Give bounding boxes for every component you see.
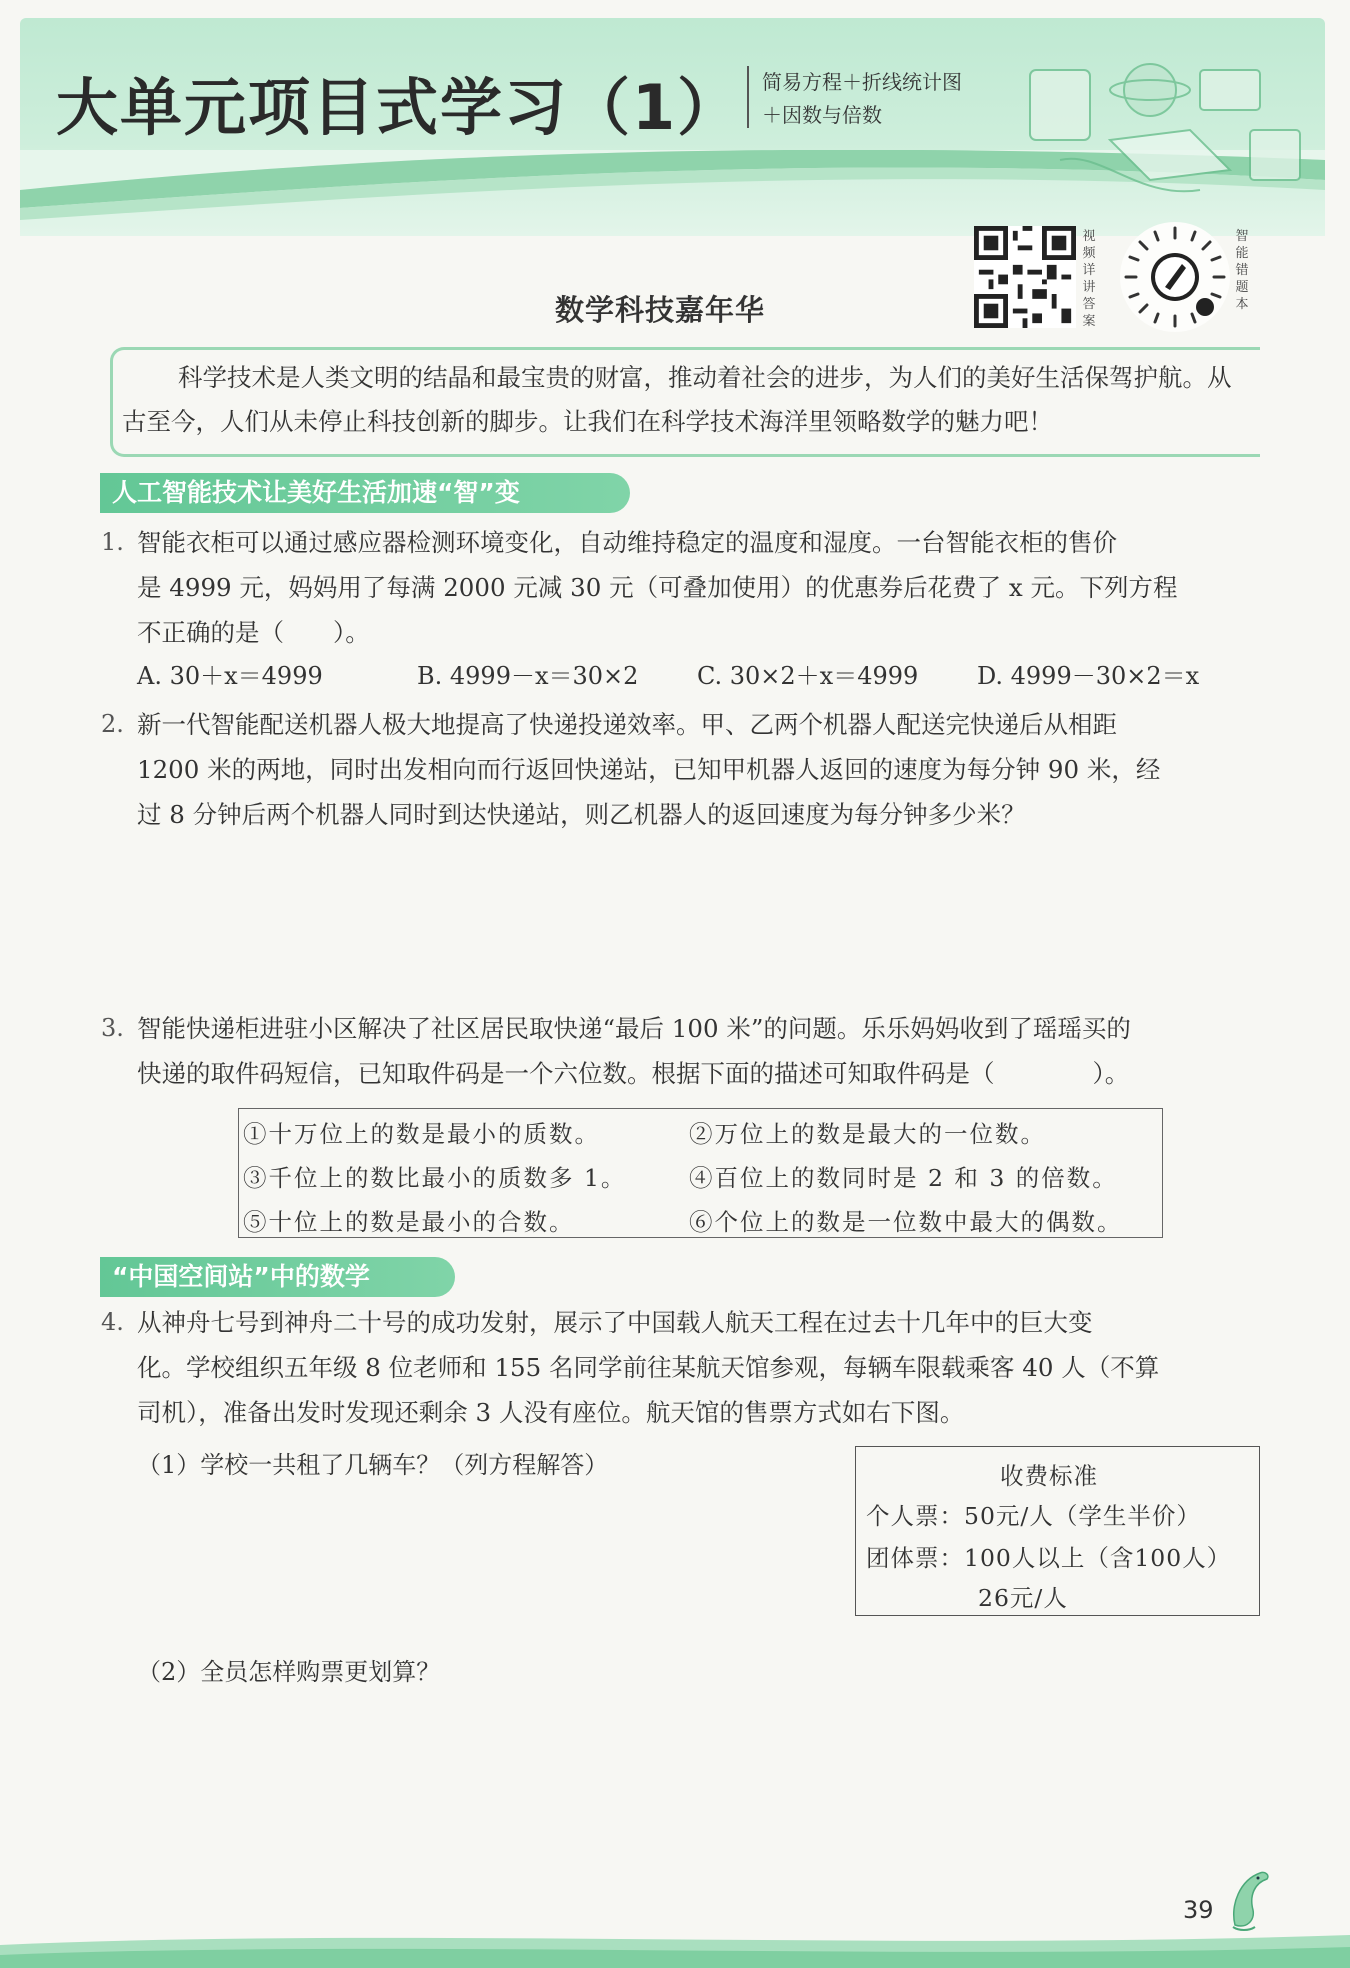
option-b[interactable]: B. 4999－x＝30×2 [417, 662, 639, 690]
sub-question-2: （2）全员怎样购票更划算？ [137, 1658, 441, 1686]
title-subtitle [762, 66, 962, 132]
question-line: 不正确的是（ ）。 [137, 618, 370, 647]
price-title: 收费标准 [1000, 1462, 1098, 1490]
clue-item: ②万位上的数是最大的一位数。 [689, 1120, 1046, 1148]
question-3 [101, 1006, 1267, 1096]
subtitle-line-1: 简易方程＋折线统计图 [762, 70, 962, 94]
question-line: 智能快递柜进驻小区解决了社区居民取快递“最后 100 米”的问题。乐乐妈妈收到了瑶瑶买的 [137, 1014, 1131, 1043]
mini-program-code-icon [1120, 222, 1230, 332]
qr-code-mistakes[interactable] [1120, 222, 1230, 332]
page-number: 39 [1183, 1896, 1214, 1924]
clue-item: ③千位上的数比最小的质数多 1。 [243, 1164, 627, 1192]
clue-item: ⑥个位上的数是一位数中最大的偶数。 [689, 1208, 1123, 1236]
qr-label-mistakes: 智 能 错 题 本 [1235, 229, 1249, 312]
price-individual: 个人票：50元/人（学生半价） [866, 1502, 1201, 1530]
question-line: 从神舟七号到神舟二十号的成功发射，展示了中国载人航天工程在过去十几年中的巨大变 [137, 1308, 1093, 1337]
qr-pattern-icon [974, 226, 1076, 328]
question-line: 智能衣柜可以通过感应器检测环境变化，自动维持稳定的温度和湿度。一台智能衣柜的售价 [137, 528, 1117, 557]
option-a[interactable]: A. 30＋x＝4999 [137, 662, 323, 690]
question-line: 是 4999 元，妈妈用了每满 2000 元减 30 元（可叠加使用）的优惠券后花费了 x 元。下列方程 [137, 573, 1178, 602]
intro-paragraph: 科学技术是人类文明的结晶和最宝贵的财富，推动着社会的进步，为人们的美好生活保驾护航。从古至今，人们从未停止科技创新的脚步。让我们在科学技术海洋里领略数学的魅力吧！ [122, 363, 1232, 436]
question-line: 司机），准备出发时发现还剩余 3 人没有座位。航天馆的售票方式如右下图。 [137, 1398, 965, 1427]
clue-item: ①十万位上的数是最小的质数。 [243, 1120, 600, 1148]
question-2 [101, 702, 1267, 837]
dolphin-icon [1225, 1865, 1275, 1935]
clue-item: ④百位上的数同时是 2 和 3 的倍数。 [689, 1164, 1118, 1192]
question-line: 1200 米的两地，同时出发相向而行返回快递站，已知甲机器人返回的速度为每分钟 90 米，经 [137, 755, 1161, 784]
footer-wave [0, 1925, 1350, 1968]
question-1 [101, 520, 1267, 655]
question-line: 过 8 分钟后两个机器人同时到达快递站，则乙机器人的返回速度为每分钟多少米？ [137, 800, 1026, 829]
theme-title: 数学科技嘉年华 [555, 293, 766, 327]
price-group: 团体票：100人以上（含100人） [866, 1544, 1232, 1572]
option-c[interactable]: C. 30×2＋x＝4999 [697, 662, 919, 690]
question-number: 3. [101, 1014, 124, 1042]
question-number: 2. [101, 710, 124, 738]
decorative-illustration [1000, 30, 1330, 210]
qr-label-video: 视 频 详 讲 答 案 [1082, 229, 1096, 329]
question-number: 4. [101, 1308, 124, 1336]
question-4 [101, 1300, 1267, 1435]
question-line: 新一代智能配送机器人极大地提高了快递投递效率。甲、乙两个机器人配送完快递后从相距 [137, 710, 1117, 739]
clue-item: ⑤十位上的数是最小的合数。 [243, 1208, 575, 1236]
title-divider [747, 66, 749, 128]
subtitle-line-2: ＋因数与倍数 [762, 103, 882, 127]
question-number: 1. [101, 528, 124, 556]
qr-code-video[interactable] [974, 226, 1076, 328]
question-line: 化。学校组织五年级 8 位老师和 155 名同学前往某航天馆参观，每辆车限载乘客 40 人（不算 [137, 1353, 1160, 1382]
question-line: 快递的取件码短信，已知取件码是一个六位数。根据下面的描述可知取件码是（ ）。 [137, 1059, 1130, 1088]
price-table [855, 1446, 1260, 1616]
page-title: 大单元项目式学习（1） [56, 71, 742, 144]
clue-box [238, 1108, 1163, 1238]
sub-question-1: （1）学校一共租了几辆车？（列方程解答） [137, 1451, 609, 1479]
section-banner-space-station: “中国空间站”中的数学 [100, 1257, 455, 1297]
price-group-rate: 26元/人 [978, 1584, 1068, 1612]
option-d[interactable]: D. 4999－30×2＝x [977, 662, 1200, 690]
section-banner-ai: 人工智能技术让美好生活加速“智”变 [100, 473, 630, 513]
